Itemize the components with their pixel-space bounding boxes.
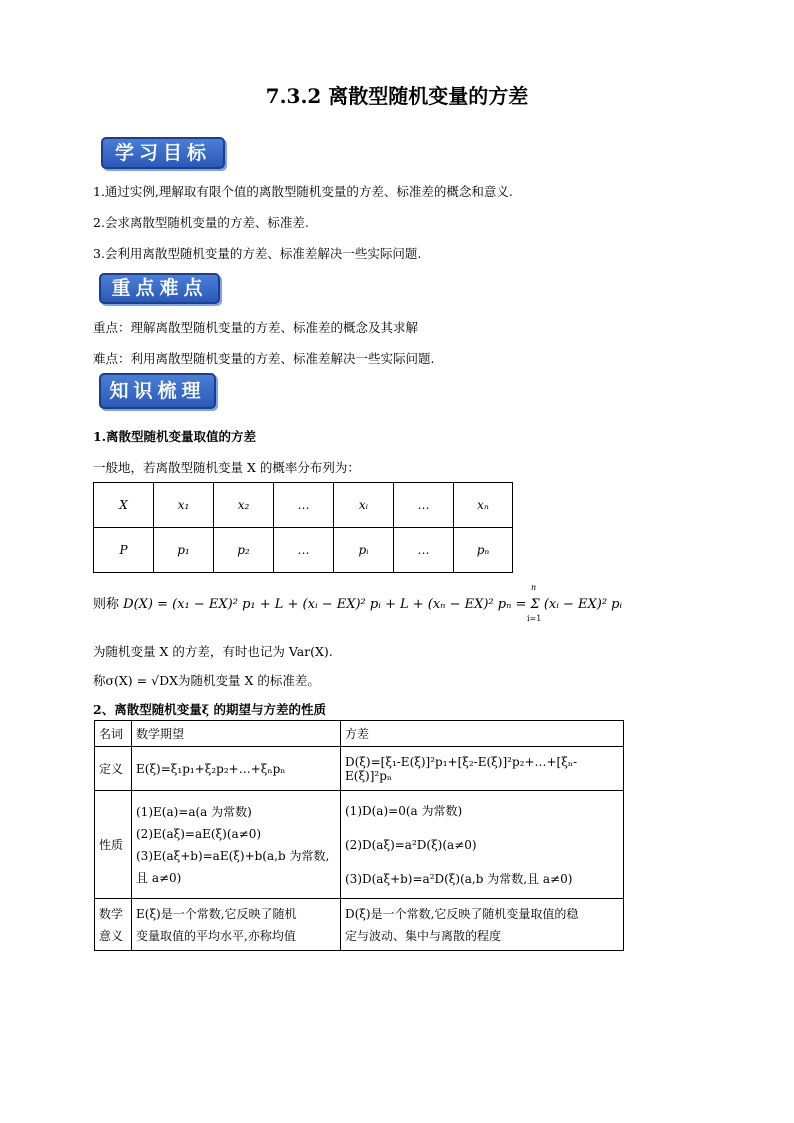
table-row: [95, 747, 624, 791]
property-line: (2)D(aξ)=a²D(ξ)(a≠0): [345, 837, 477, 852]
meaning-line: 变量取值的平均水平,亦称均值: [136, 928, 296, 943]
property-line: 且 a≠0): [136, 870, 182, 885]
variance-definition-cell: D(ξ)=[ξ₁-E(ξ)]²p₁+[ξ₂-E(ξ)]²p₂+…+[ξₙ-E(ξ)]²pₙ: [341, 747, 624, 791]
meaning-line: E(ξ)是一个常数,它反映了随机: [136, 906, 297, 921]
goal-item: 3.会利用离散型随机变量的方差、标准差解决一些实际问题.: [93, 246, 422, 261]
properties-table: [94, 720, 624, 951]
section1-heading: 1.离散型随机变量取值的方差: [93, 429, 257, 444]
table-cell: …: [394, 483, 454, 528]
property-line: (3)E(aξ+b)=aE(ξ)+b(a,b 为常数,: [136, 848, 330, 863]
table-row: [95, 899, 624, 951]
table-cell: X: [94, 483, 154, 528]
section2-heading: 2、离散型随机变量ξ 的期望与方差的性质: [93, 702, 326, 717]
goal-item: 2.会求离散型随机变量的方差、标准差.: [93, 215, 309, 230]
property-line: (2)E(aξ)=aE(ξ)(a≠0): [136, 826, 262, 841]
expectation-definition: E(ξ)=ξ₁p₁+ξ₂p₂+…+ξₙpₙ: [132, 747, 341, 791]
expectation-meaning: [132, 899, 341, 951]
distribution-table: [93, 482, 513, 573]
table-row: [94, 528, 513, 573]
property-line: (1)D(a)=0(a 为常数): [345, 803, 463, 818]
table-row: [95, 721, 624, 747]
row-label-meaning: [95, 899, 132, 951]
row-label-definition: 定义: [95, 747, 132, 791]
page-title: 7.3.2 离散型随机变量的方差: [265, 84, 529, 108]
goal-item: 1.通过实例,理解取有限个值的离散型随机变量的方差、标准差的概念和意义.: [93, 184, 513, 199]
table-cell: xₙ: [454, 483, 513, 528]
variance-formula-line: [93, 593, 622, 612]
variance-meaning: [341, 899, 624, 951]
table-cell: pᵢ: [334, 528, 394, 573]
key-point-item: 重点：理解离散型随机变量的方差、标准差的概念及其求解: [93, 320, 419, 335]
meaning-line: D(ξ)是一个常数,它反映了随机变量取值的稳: [345, 906, 579, 921]
table-cell: p₂: [214, 528, 274, 573]
badge-key-points: 重点难点: [99, 273, 220, 304]
badge-knowledge-review: 知识梳理: [99, 373, 216, 409]
section1-intro: 一般地，若离散型随机变量 X 的概率分布列为：: [93, 460, 360, 475]
property-line: (3)D(aξ+b)=a²D(ξ)(a,b 为常数,且 a≠0): [345, 871, 573, 886]
expectation-properties: [132, 791, 341, 899]
header-term: 名词: [95, 721, 132, 747]
label-line: 数学: [99, 906, 124, 921]
table-cell: p₁: [154, 528, 214, 573]
variance-definition: 为随机变量 X 的方差，有时也记为 Var(X).: [93, 644, 333, 659]
meaning-line: 定与波动、集中与离散的程度: [345, 928, 502, 943]
table-cell: …: [274, 483, 334, 528]
formula-prefix: 则称: [93, 597, 120, 612]
table-cell: xᵢ: [334, 483, 394, 528]
table-row: [94, 483, 513, 528]
table-cell: x₁: [154, 483, 214, 528]
std-definition: 称σ(X) = √DX为随机变量 X 的标准差。: [93, 673, 320, 688]
difficulty-item: 难点：利用离散型随机变量的方差、标准差解决一些实际问题.: [93, 351, 435, 366]
header-expectation: 数学期望: [132, 721, 341, 747]
badge-learning-goals: 学习目标: [101, 137, 225, 169]
table-cell: x₂: [214, 483, 274, 528]
table-row: [95, 791, 624, 899]
row-label-properties: 性质: [95, 791, 132, 899]
table-cell: P: [94, 528, 154, 573]
variance-properties: [341, 791, 624, 899]
header-variance: 方差: [341, 721, 624, 747]
sum-lower-limit: i=1: [527, 614, 542, 623]
label-line: 意义: [99, 928, 124, 943]
table-cell: …: [394, 528, 454, 573]
sum-upper-limit: n: [531, 583, 537, 592]
variance-formula: D(X) = (x₁ − EX)² p₁ + L + (xᵢ − EX)² pᵢ + L + (xₙ − EX)² pₙ = Σ (xᵢ − EX)² pᵢ: [123, 597, 623, 612]
property-line: (1)E(a)=a(a 为常数): [136, 804, 252, 819]
table-cell: pₙ: [454, 528, 513, 573]
table-cell: …: [274, 528, 334, 573]
